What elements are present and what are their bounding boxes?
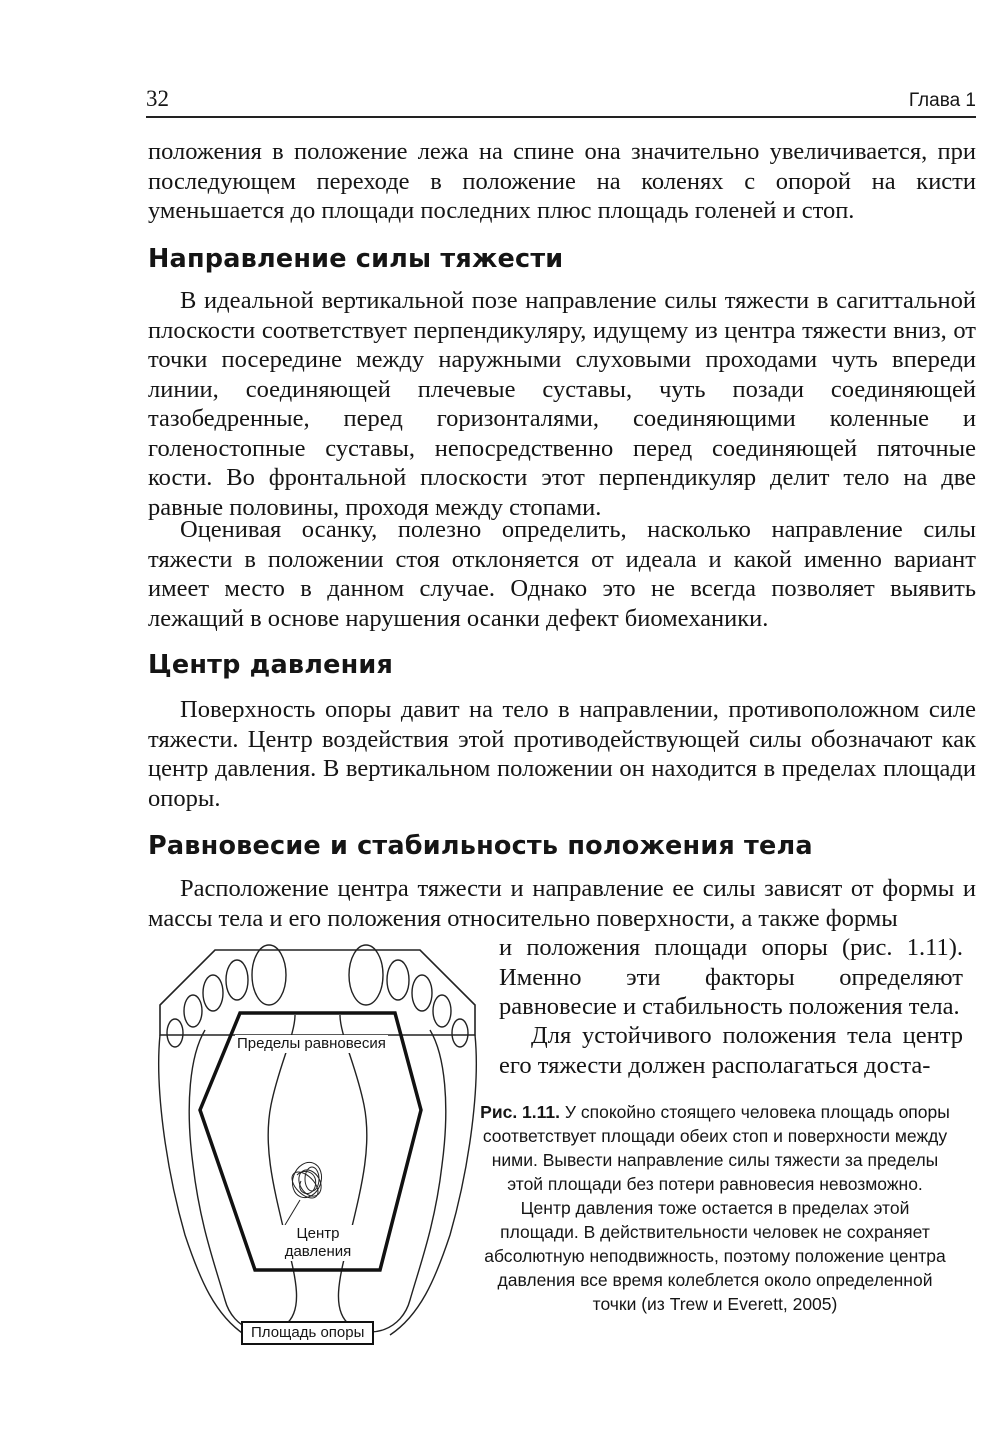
support-area-outline bbox=[160, 950, 475, 1035]
left-toe-5 bbox=[167, 1019, 183, 1047]
right-toe-2 bbox=[387, 960, 409, 1000]
caption-text: У спокойно стоящего человека площадь опоры соответствует площади обеих стоп и поверхности между ними. Вывести направление силы тяжести за пределы этой площади без потери равновесия невозможно. Центр давления тоже остается в пределах этой площади. В действительности человек не сохраняет абсолютную неподвижность, поэтому положение центра давления все время колеблется около определенной точки (из Trew и Everett, 2005) bbox=[482, 1102, 950, 1314]
paragraph-gravity-1: В идеальной вертикальной позе направление силы тяжести в сагиттальной плоскости соответствует перпендикуляру, идущему из центра тяжести вниз, от точки посередине между наружными слуховыми проходами чуть впереди линии, соединяющей плечевые суставы, чуть позади соединяющей тазобедренные, перед горизонталями, соединяющими коленные и голеностопные суставы, непосредственно перед соединяющей пяточные кости. Во фронтальной плоскости этот перпендикуляр делит тело на две равные половины, проходя между стопами. bbox=[148, 287, 976, 521]
chapter-title: Глава 1 bbox=[908, 90, 976, 111]
label-center-line-1: Центр bbox=[273, 1225, 363, 1243]
page-number: 32 bbox=[146, 86, 169, 111]
left-toe-4 bbox=[184, 995, 202, 1027]
left-toe-2 bbox=[226, 960, 248, 1000]
left-side-contour bbox=[159, 1035, 245, 1335]
label-support-area: Площадь опоры bbox=[241, 1321, 374, 1345]
right-big-toe bbox=[349, 945, 383, 1005]
intro-paragraph: положения в положение лежа на спине она значительно увеличивается, при последующем переходе в положение на коленях с опорой на кисти уменьшается до площади последних плюс площадь голеней и стоп. bbox=[148, 138, 976, 224]
left-toe-3 bbox=[203, 975, 223, 1011]
label-center-line-2: давления bbox=[273, 1243, 363, 1261]
paragraph-gravity-2: Оценивая осанку, полезно определить, насколько направление силы тяжести в положении стоя отклоняется от идеала и какой именно вариант имеет место в данном случае. Однако это не всегда позволяет выявить лежащий в основе нарушения осанки дефект биомеханики. bbox=[148, 516, 976, 632]
right-toe-5 bbox=[452, 1019, 468, 1047]
section-heading-gravity: Направление силы тяжести bbox=[148, 244, 564, 274]
center-pointer-line bbox=[285, 1200, 300, 1225]
section-heading-balance: Равновесие и стабильность положения тела bbox=[148, 831, 813, 861]
feet-diagram bbox=[145, 935, 490, 1355]
left-big-toe bbox=[252, 945, 286, 1005]
paragraph-pressure: Поверхность опоры давит на тело в направлении, противоположном силе тяжести. Центр воздействия этой противодействующей силы обозначают как центр давления. В вертикальном положении он находится в пределах площади опоры. bbox=[148, 696, 976, 812]
section-heading-pressure: Центр давления bbox=[148, 650, 394, 680]
paragraph-balance-3: Для устойчивого положения тела центр его тяжести должен располагаться доста- bbox=[499, 1022, 963, 1079]
label-equilibrium-limits: Пределы равновесия bbox=[237, 1035, 386, 1052]
right-toe-3 bbox=[412, 975, 432, 1011]
paragraph-balance-2: и положения площади опоры (рис. 1.11). Именно эти факторы определяют равновесие и стабильность положения тела. bbox=[499, 934, 963, 1020]
running-header bbox=[146, 86, 976, 118]
left-foot-outline bbox=[189, 1015, 296, 1332]
label-pressure-center bbox=[273, 1225, 363, 1261]
pressure-sway-trace bbox=[287, 1158, 326, 1202]
right-foot-outline bbox=[338, 1015, 445, 1332]
caption-label: Рис. 1.11. bbox=[480, 1102, 561, 1122]
figure-feet-support-area bbox=[145, 935, 490, 1355]
right-toe-4 bbox=[433, 995, 451, 1027]
figure-caption bbox=[480, 1100, 950, 1316]
paragraph-balance-1: Расположение центра тяжести и направление ее силы зависят от формы и массы тела и его положения относительно поверхности, а также формы bbox=[148, 875, 976, 932]
